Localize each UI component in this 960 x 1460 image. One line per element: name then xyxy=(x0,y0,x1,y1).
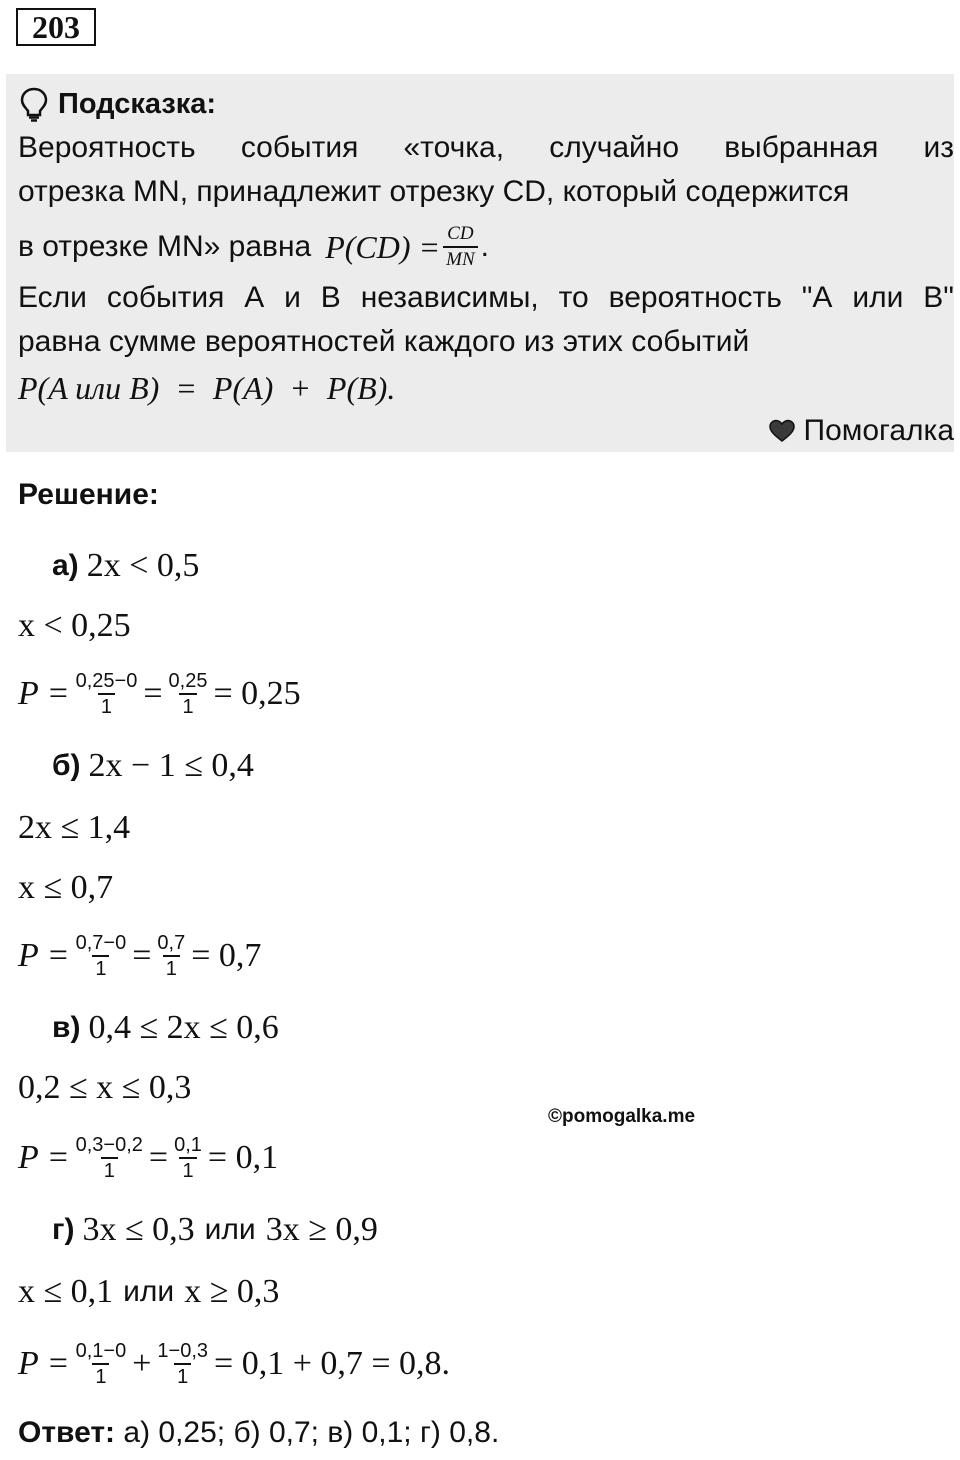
fraction-numerator: 0,3−0,2 xyxy=(75,1134,143,1156)
part-c-probability xyxy=(18,1128,278,1188)
answer-label: Ответ: xyxy=(18,1416,116,1449)
hint-word: выбранная xyxy=(724,131,879,164)
fraction xyxy=(73,669,141,719)
hint-word: B xyxy=(320,281,341,314)
hint-text: . xyxy=(480,230,489,263)
math-expression: = 0,25 xyxy=(213,675,301,712)
math-expression: = 0,1 + 0,7 = 0,8. xyxy=(214,1345,451,1382)
part-d-line-1 xyxy=(52,1200,378,1260)
part-b-line-3: x ≤ 0,7 xyxy=(18,869,114,906)
fraction xyxy=(73,1339,130,1389)
math-expression: = 0,7 xyxy=(191,937,262,974)
fraction-numerator: 0,1 xyxy=(174,1134,202,1156)
math-expression: = xyxy=(132,937,152,974)
math-expression: x ≥ 0,3 xyxy=(184,1273,280,1310)
math-expression: 3x ≤ 0,3 xyxy=(82,1211,195,1248)
part-label: б) xyxy=(52,749,81,782)
hint-word: из xyxy=(923,131,954,164)
hint-line-6: P(A или B) = P(A) + P(B). xyxy=(18,370,396,406)
math-expression: P = xyxy=(18,675,70,712)
part-b-line-1 xyxy=(52,736,254,796)
hint-line-4 xyxy=(18,278,954,318)
fraction-numerator: 0,7 xyxy=(157,932,186,954)
or-word: или xyxy=(204,1213,256,1246)
fraction-denominator: 1 xyxy=(98,693,115,719)
math-expression: 0,4 ≤ 2x ≤ 0,6 xyxy=(88,1009,279,1046)
math-expression: = xyxy=(148,1139,169,1176)
part-c-line-1 xyxy=(52,998,279,1058)
fraction-denominator: 1 xyxy=(101,1157,118,1183)
math-expression: + xyxy=(132,1345,152,1382)
hint-line-2: отрезка MN, принадлежит отрезку CD, который содержится xyxy=(18,175,850,208)
part-label: в) xyxy=(52,1011,81,1044)
watermark: ©pomogalka.me xyxy=(548,1106,696,1127)
fraction-denominator: 1 xyxy=(179,1157,196,1183)
fraction-denominator: 1 xyxy=(179,693,196,719)
fraction-numerator: 0,25 xyxy=(168,670,208,692)
hint-word: «точка, xyxy=(403,131,505,164)
hint-word: события xyxy=(240,131,359,164)
math-expression: = xyxy=(143,675,163,712)
part-a-probability xyxy=(18,664,301,724)
fraction xyxy=(166,669,211,719)
math-expression: P = xyxy=(18,1345,70,1382)
heart-icon xyxy=(768,419,796,443)
fraction xyxy=(443,222,478,272)
hint-line-5: равна сумме вероятностей каждого из этих событий xyxy=(18,325,750,358)
fraction xyxy=(154,931,188,981)
hint-title-text: Подсказка: xyxy=(58,87,217,120)
hint-word: или xyxy=(852,281,904,314)
math-expression: 2x − 1 ≤ 0,4 xyxy=(88,747,254,784)
math-expression: x ≤ 0,1 xyxy=(18,1273,114,1310)
fraction xyxy=(73,1133,146,1183)
solution-heading: Решение: xyxy=(18,478,159,511)
hint-word: Если xyxy=(18,281,87,314)
or-word: или xyxy=(123,1275,175,1308)
hint-line-1 xyxy=(18,128,954,168)
part-label: г) xyxy=(52,1213,75,1246)
part-c-line-2: 0,2 ≤ x ≤ 0,3 xyxy=(18,1069,192,1106)
hint-word: независимы, xyxy=(360,281,539,314)
fraction-denominator: MN xyxy=(443,246,478,272)
hint-word: события xyxy=(106,281,225,314)
part-b-probability xyxy=(18,926,261,986)
lightbulb-icon xyxy=(18,86,50,122)
fraction-numerator: CD xyxy=(447,223,474,244)
fraction-denominator: 1 xyxy=(92,955,109,981)
fraction xyxy=(171,1133,205,1183)
brand xyxy=(768,412,955,450)
hint-line-3 xyxy=(18,218,954,276)
math-expression: P = xyxy=(18,937,70,974)
hint-title xyxy=(18,84,216,124)
fraction xyxy=(154,1339,211,1389)
fraction-denominator: 1 xyxy=(174,1363,191,1389)
part-a-line-2: x < 0,25 xyxy=(18,607,131,644)
hint-word: то xyxy=(558,281,589,314)
math-expression: = 0,1 xyxy=(207,1139,279,1176)
probability-formula: P(CD) = xyxy=(325,229,441,265)
math-expression: 3x ≥ 0,9 xyxy=(265,1211,378,1248)
task-number: 203 xyxy=(16,8,96,46)
part-d-probability xyxy=(18,1334,450,1394)
fraction xyxy=(73,931,130,981)
hint-text: в отрезке MN» равна xyxy=(18,230,312,263)
answer xyxy=(18,1416,499,1450)
answer-text: а) 0,25; б) 0,7; в) 0,1; г) 0,8. xyxy=(123,1416,500,1449)
hint-word: случайно xyxy=(549,131,680,164)
fraction-numerator: 0,1−0 xyxy=(75,1340,127,1362)
part-label: а) xyxy=(52,549,79,582)
hint-word: A xyxy=(244,281,265,314)
hint-word: вероятность xyxy=(608,281,782,314)
part-a-line-1 xyxy=(52,536,199,596)
hint-word: Вероятность xyxy=(18,131,196,164)
hint-word: B" xyxy=(923,281,954,314)
part-b-line-2: 2x ≤ 1,4 xyxy=(18,809,131,846)
part-d-line-2 xyxy=(18,1262,279,1322)
fraction-numerator: 0,7−0 xyxy=(75,932,127,954)
math-expression: 2x < 0,5 xyxy=(86,547,200,584)
hint-word: и xyxy=(284,281,301,314)
fraction-numerator: 0,25−0 xyxy=(75,670,138,692)
fraction-numerator: 1−0,3 xyxy=(157,1340,209,1362)
fraction-denominator: 1 xyxy=(163,955,180,981)
brand-name: Помогалка xyxy=(803,414,954,447)
hint-word: "A xyxy=(801,281,833,314)
fraction-denominator: 1 xyxy=(92,1363,109,1389)
math-expression: P = xyxy=(18,1139,70,1176)
